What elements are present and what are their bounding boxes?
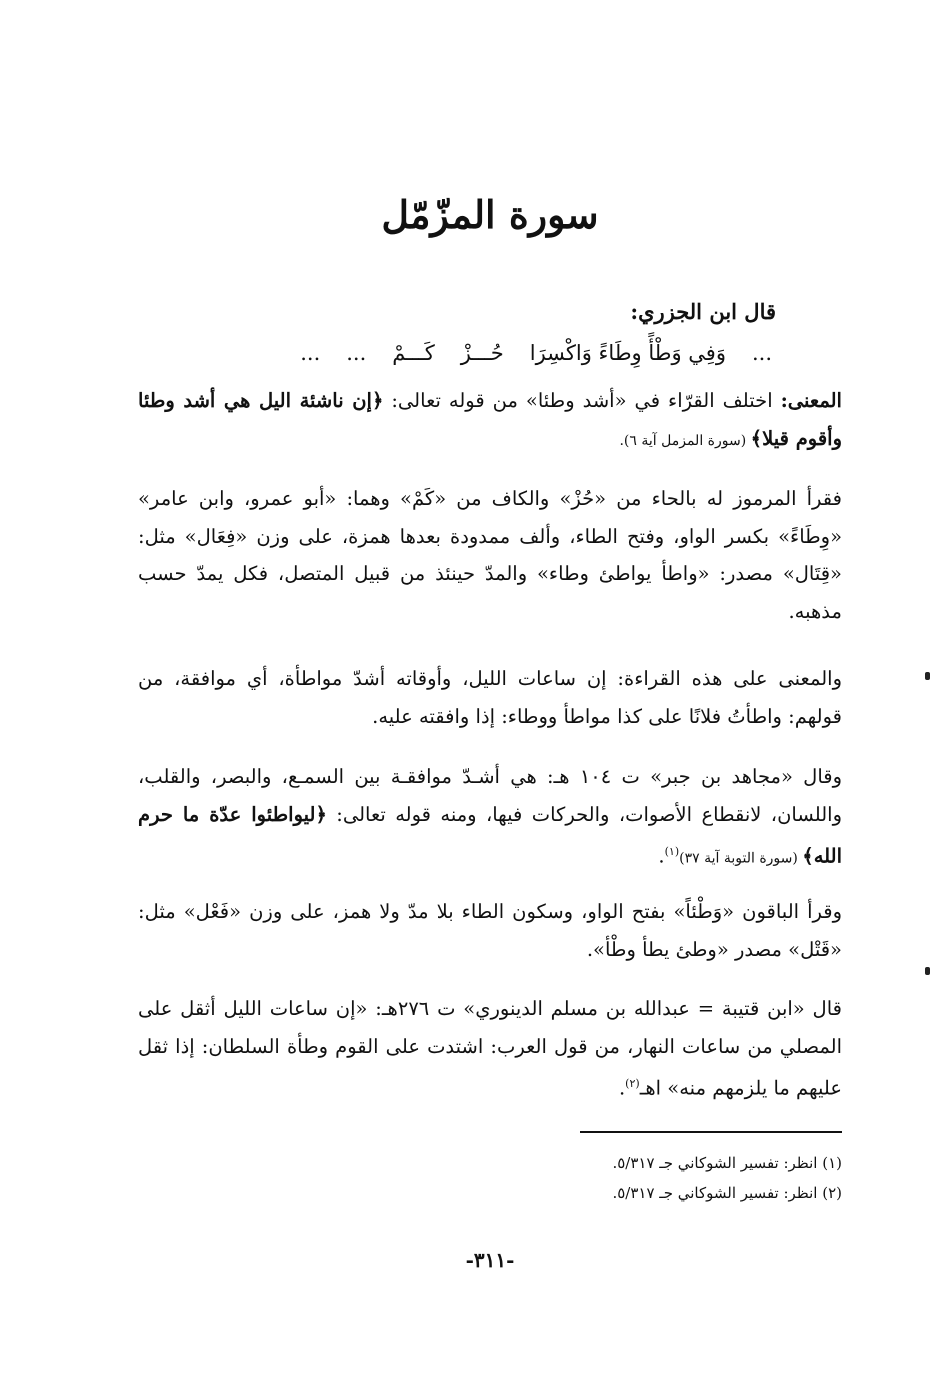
- mujahid-paragraph: [138, 758, 842, 878]
- book-page: [138, 0, 842, 1374]
- meaning-text: اختلف القرّاء في «أشد وطئا» من قوله تعالى:: [383, 389, 781, 412]
- verse-reference: (سورة المزمل آية ٦).: [619, 432, 751, 449]
- verse-part: كَـــمْ: [392, 341, 435, 365]
- footnote: (٢) انظر: تفسير الشوكاني جـ ٥/٣١٧.: [612, 1184, 842, 1202]
- quran-verse: ﴿إن ناشئة اليل هي أشد وطئا وأقوم قيلا﴾: [138, 389, 842, 450]
- surah-title: سورة المزّمّل: [381, 192, 599, 237]
- verse-reference: (سورة التوبة آية ٣٧): [679, 850, 803, 867]
- scan-edge-mark: [925, 967, 930, 975]
- footnote: (١) انظر: تفسير الشوكاني جـ ٥/٣١٧.: [612, 1154, 842, 1172]
- qutayba-paragraph: [138, 990, 842, 1107]
- meaning-paragraph: [138, 382, 842, 460]
- sense-paragraph: [138, 660, 842, 735]
- meaning-lead: المعنى:: [780, 389, 842, 412]
- verse-part: ...: [300, 341, 321, 365]
- poem-verse-line: [198, 336, 772, 370]
- verse-part: وَفِي وَطْأً وِطَاءً وَاكْسِرَا: [529, 341, 726, 365]
- verse-part: ...: [346, 341, 367, 365]
- sentence-end: .: [658, 844, 665, 868]
- scan-edge-mark: [925, 672, 930, 680]
- quran-verse: ﴿ليواطئوا عدّة ما حرم الله﴾: [138, 802, 842, 868]
- footnote-marker: (١): [664, 845, 680, 858]
- mujahid-text: وقال «مجاهد بن جبر» ت ١٠٤ هـ: هي أشـدّ موافقـة بين السمـع، والبصر، والقلب، واللسان، لانقطاع الأصوات، والحركات فيها، ومنه قوله تعالى:: [138, 765, 842, 826]
- footnote-divider: [580, 1131, 842, 1133]
- author-line: قال ابن الجزري:: [630, 299, 776, 324]
- sentence-end: .: [618, 1076, 626, 1100]
- qutayba-text: قال «ابن قتيبة = عبدالله بن مسلم الدينوري» ت ٢٧٦هـ: «إن ساعات الليل أثقل على المصلي من ساعات النهار، من قول العرب: اشتدت على القوم وطأة السلطان: إذا ثقل عليهم ما يلزمهم منه» اهـ: [138, 997, 842, 1100]
- footnote-marker: (٢): [625, 1077, 640, 1090]
- others-reading-paragraph: [138, 893, 842, 968]
- reading-paragraph: [138, 480, 842, 630]
- page-number: -٣١١-: [465, 1248, 515, 1272]
- verse-part: ...: [751, 341, 772, 365]
- sense-text: والمعنى على هذه القراءة: إن ساعات الليل، وأوقاته أشدّ مواطأة، أي موافقة، من قولهم: واطأتُ فلانًا على كذا مواطأ ووطاء: إذا وافقته عليه.: [138, 667, 842, 728]
- reading-text: فقرأ المرموز له بالحاء من «حُزْ» والكاف من «كَمْ» وهما: «أبو عمرو، وابن عامر» «وِطَاءً» بكسر الواو، وفتح الطاء، وألف ممدودة بعدها همزة، على وزن «فِعَال» مثل: «قِتَال» مصدر: «واطأ يواطئ وطاء» والمدّ حينئذ من قبيل المتصل، فكل يمدّ حسب مذهبه.: [138, 487, 842, 623]
- verse-part: حُـــزْ: [460, 341, 504, 365]
- others-text: وقرأ الباقون «وَطْئاً» بفتح الواو، وسكون الطاء بلا مدّ ولا همز، على وزن «فَعْل» مثل: «قَتْل» مصدر «وطئ يطأ وطْأ».: [138, 900, 842, 961]
